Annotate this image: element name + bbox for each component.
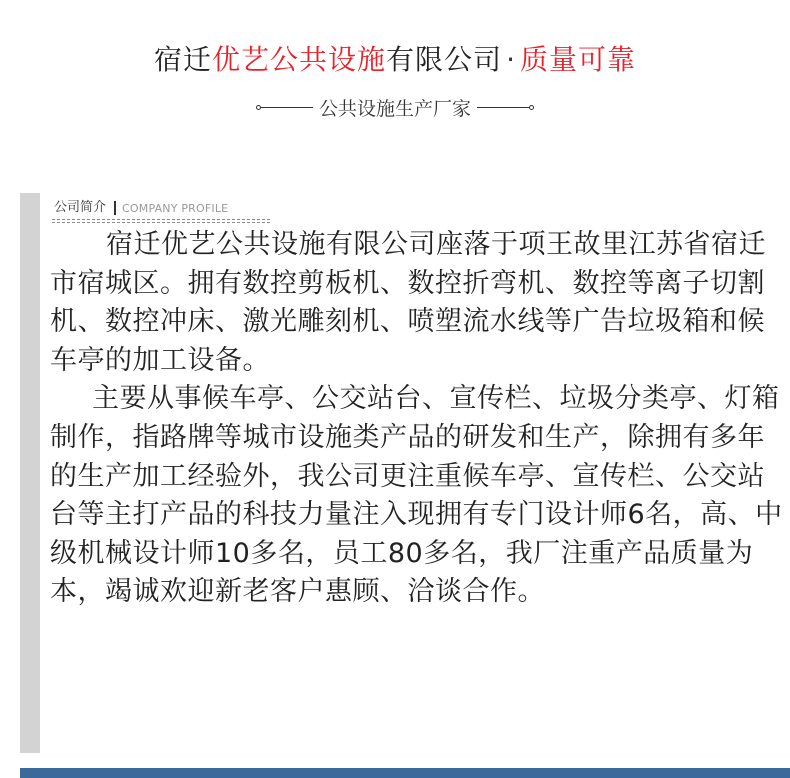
section-heading bbox=[54, 197, 228, 217]
title-prefix: 宿迁 bbox=[154, 43, 213, 76]
company-profile-text bbox=[50, 226, 785, 612]
subtitle bbox=[0, 92, 790, 122]
profile-paragraph-2: 主要从事候车亭、公交站台、宣传栏、垃圾分类亭、灯箱制作，指路牌等城市设施类产品的研发和生产，除拥有多年的生产加工经验外，我公司更注重候车亭、宣传栏、公交站台等主打产品的科技力量注入现拥有专门设计师6名，高、中级机械设计师10多名，员工80多名，我厂注重产品质量为本，竭诚欢迎新老客户惠顾、洽谈合作。 bbox=[50, 383, 783, 608]
title-separator: · bbox=[506, 43, 516, 76]
title-accent: 优艺公共设施 bbox=[212, 43, 387, 76]
ornament-line bbox=[477, 107, 529, 108]
next-section-banner bbox=[20, 768, 790, 778]
section-divider bbox=[114, 201, 116, 215]
ornament-circle-icon bbox=[529, 105, 534, 110]
ornament-line bbox=[261, 107, 313, 108]
section-title-cn: 公司简介 bbox=[54, 200, 107, 215]
title-tail-accent: 质量可靠 bbox=[519, 43, 636, 76]
subtitle-left-ornament bbox=[256, 105, 313, 110]
section-underline-second bbox=[52, 222, 270, 223]
subtitle-right-ornament bbox=[477, 105, 534, 110]
section-underline bbox=[52, 219, 270, 220]
subtitle-text: 公共设施生产厂家 bbox=[318, 97, 471, 120]
side-accent-bar bbox=[20, 193, 40, 753]
page-title bbox=[0, 40, 790, 80]
title-suffix: 有限公司 bbox=[386, 43, 503, 76]
profile-paragraph-1: 宿迁优艺公共设施有限公司座落于项王故里江苏省宿迁市宿城区。拥有数控剪板机、数控折弯机、数控等离子切割机、数控冲床、激光雕刻机、喷塑流水线等广告垃圾箱和候车亭的加工设备。 bbox=[50, 229, 766, 376]
section-title-en: COMPANY PROFILE bbox=[122, 202, 229, 215]
